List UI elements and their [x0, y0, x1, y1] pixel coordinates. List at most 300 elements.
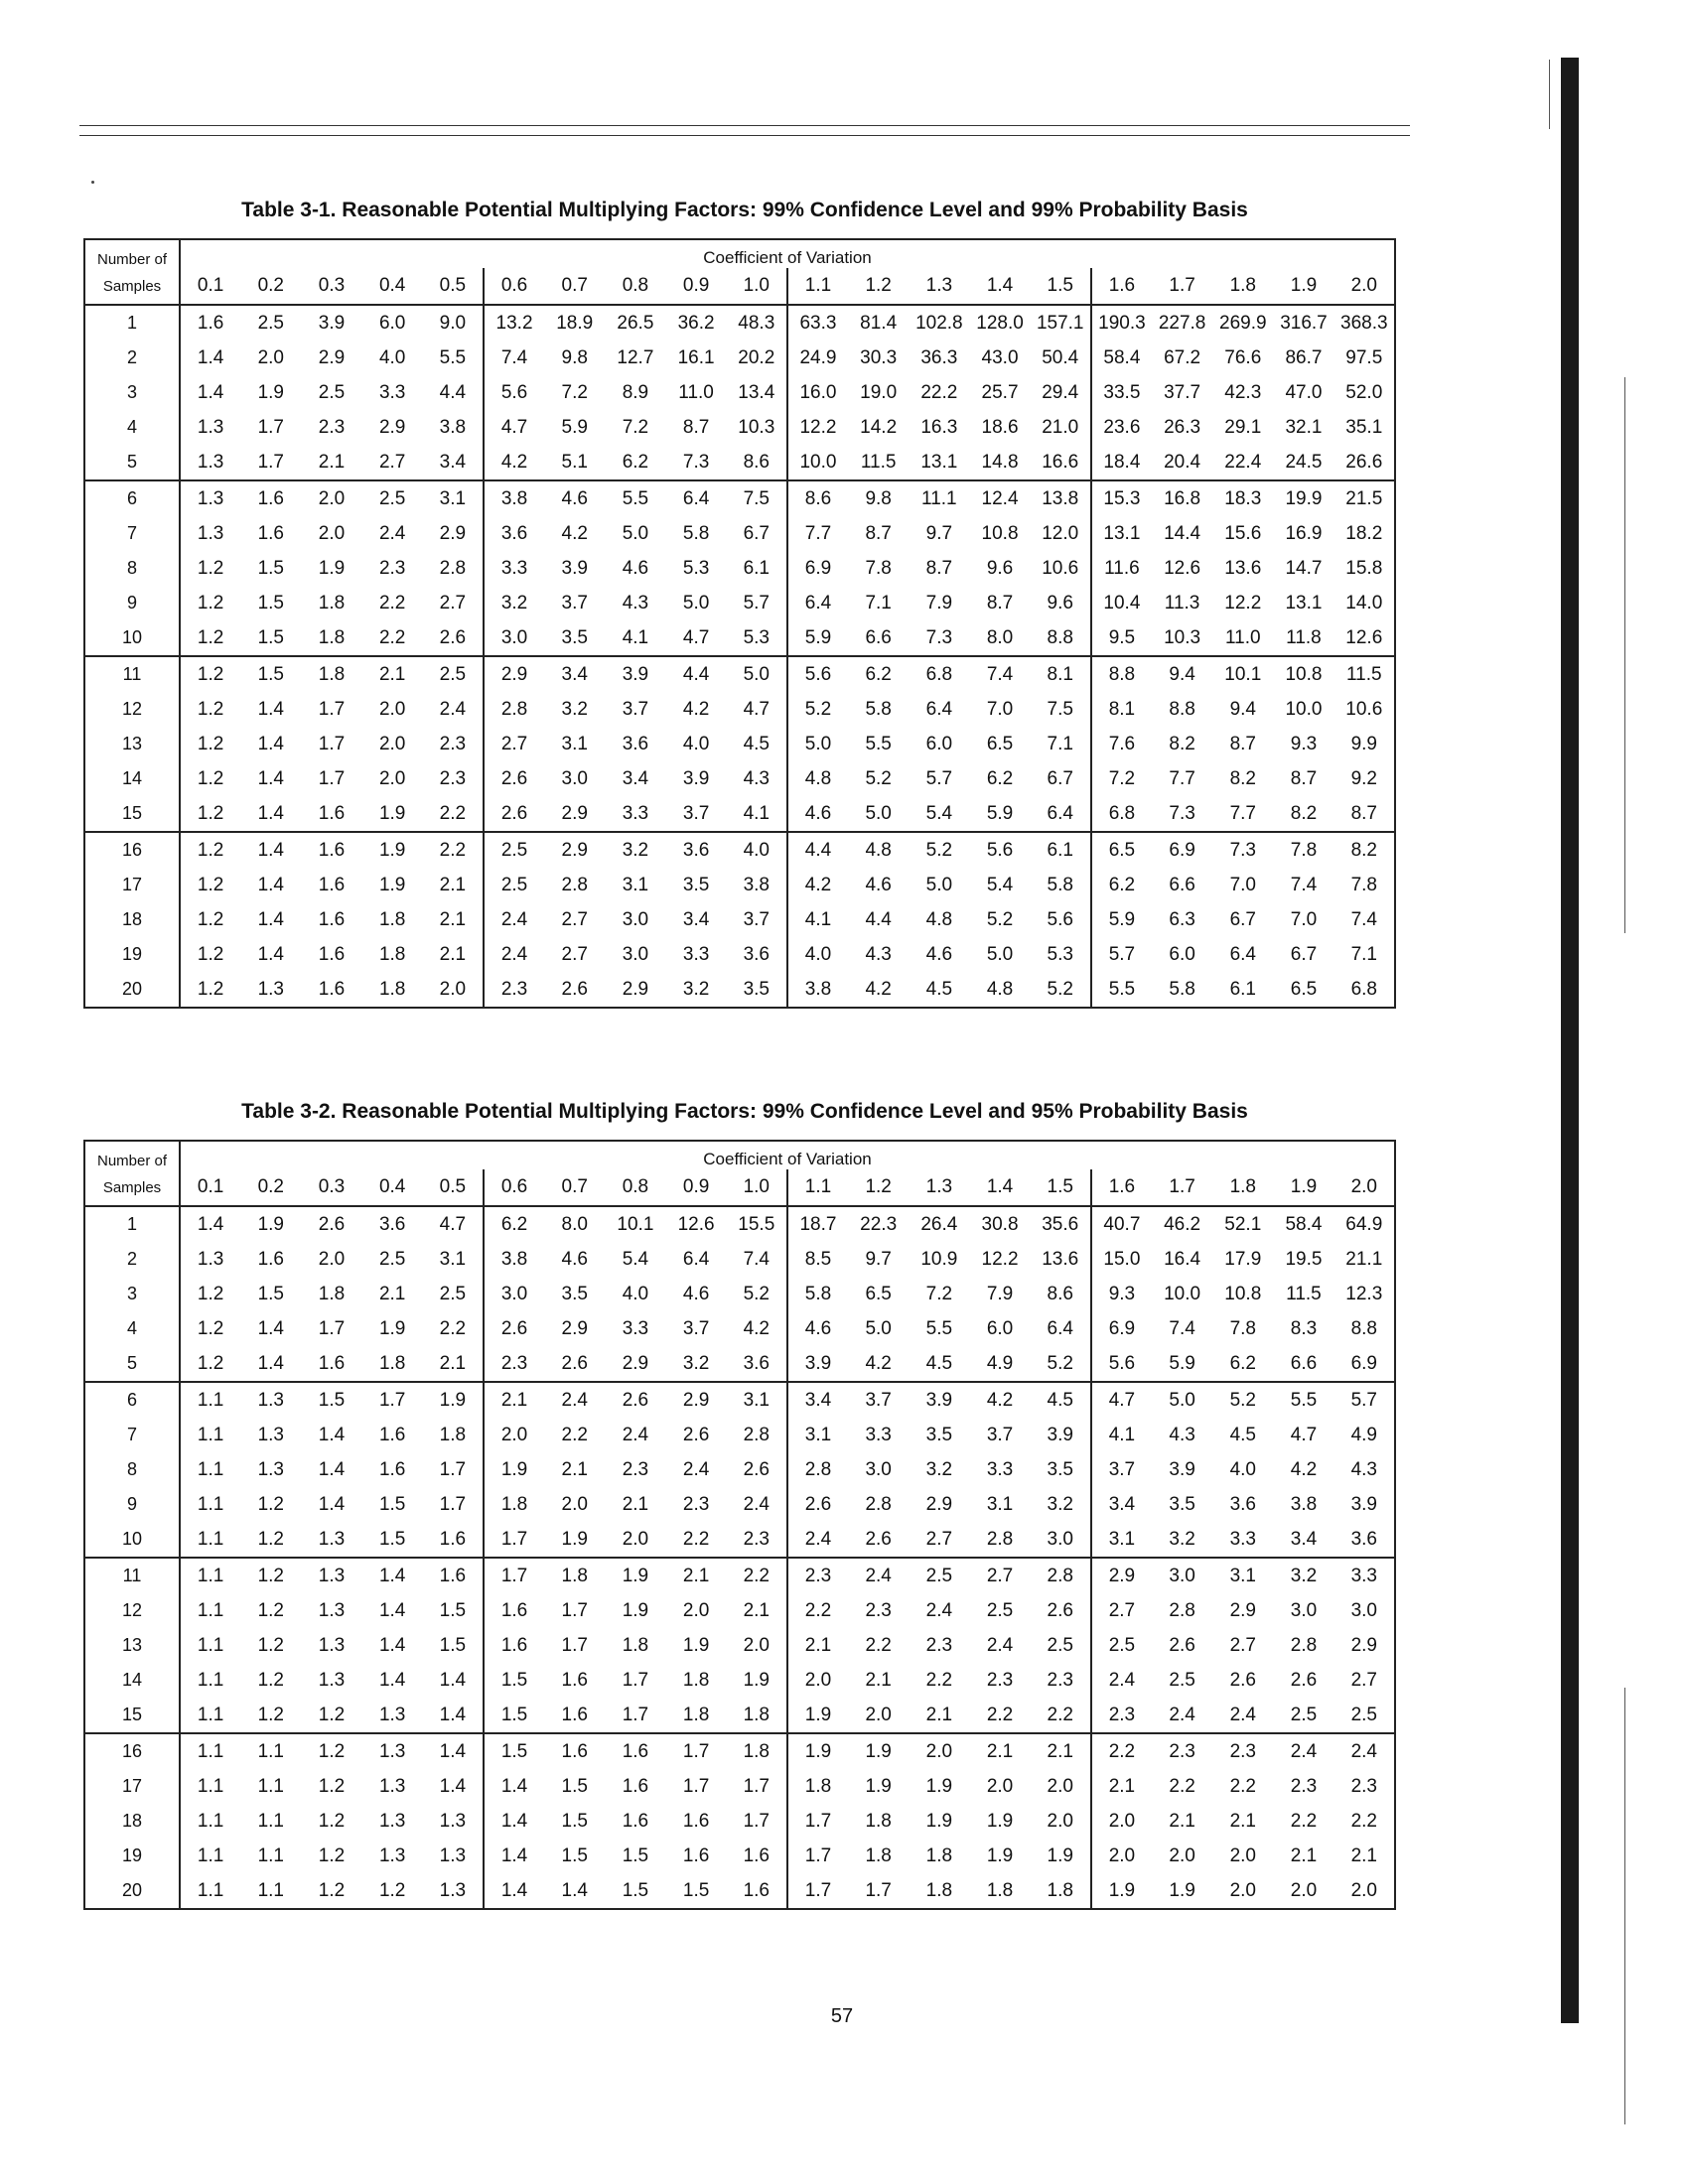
factor-cell: 4.2 [682, 698, 710, 720]
column-header: 1.5 [1031, 268, 1091, 305]
factor-cell: 5.2 [925, 839, 953, 861]
factor-cell: 1.7 [423, 1487, 484, 1522]
factor-cell: 1.9 [925, 1810, 953, 1832]
factor-cell: 2.7 [423, 586, 484, 620]
factor-cell: 2.6 [848, 1522, 909, 1558]
factor-cell: 6.2 [986, 767, 1014, 789]
sample-count-cell: 13 [84, 1628, 180, 1663]
factor-cell: 1.7 [484, 1522, 544, 1558]
factor-cell: 10.3 [1152, 620, 1212, 656]
table-row [84, 692, 1395, 727]
factor-cell: 2.4 [1108, 1669, 1136, 1691]
factor-cell: 8.8 [1350, 1317, 1377, 1339]
factor-cell: 1.7 [318, 767, 346, 789]
column-header: 1.6 [1091, 1169, 1152, 1206]
factor-cell: 9.2 [1350, 767, 1377, 789]
sample-count-cell: 8 [84, 551, 180, 586]
factor-cell: 12.6 [1164, 557, 1201, 579]
factor-cell: 11.6 [1104, 557, 1140, 579]
factor-cell: 8.9 [622, 381, 649, 403]
factor-cell: 1.2 [240, 1522, 301, 1558]
factor-cell: 1.6 [378, 1458, 406, 1480]
column-header: 1.1 [787, 1169, 848, 1206]
column-header: 0.3 [301, 1169, 361, 1206]
factor-cell: 1.6 [727, 1839, 787, 1873]
factor-cell: 2.1 [1229, 1810, 1256, 1832]
factor-cell: 1.4 [197, 346, 224, 368]
factor-cell: 5.9 [1108, 908, 1136, 930]
factor-cell: 12.7 [617, 346, 654, 368]
factor-cell: 3.4 [804, 1389, 832, 1411]
factor-cell: 48.3 [727, 305, 787, 341]
factor-cell: 1.7 [804, 1844, 832, 1866]
factor-cell: 3.2 [666, 1346, 727, 1382]
sample-count-cell: 7 [84, 516, 180, 551]
factor-cell: 1.5 [257, 1283, 284, 1304]
factor-cell: 1.3 [378, 1775, 406, 1797]
factor-cell: 1.8 [1031, 1873, 1091, 1909]
factor-cell: 2.0 [561, 1493, 588, 1515]
factor-cell: 2.5 [423, 656, 484, 692]
factor-cell: 2.9 [500, 663, 528, 685]
factor-cell: 1.6 [318, 978, 346, 1000]
factor-cell: 2.3 [423, 761, 484, 796]
table-row [84, 1698, 1395, 1733]
factor-cell: 3.6 [1229, 1493, 1256, 1515]
factor-cell: 6.9 [1108, 1317, 1136, 1339]
table-row [84, 1487, 1395, 1522]
factor-cell: 2.9 [544, 796, 605, 832]
factor-cell: 4.0 [682, 733, 710, 754]
factor-cell: 2.2 [1031, 1698, 1091, 1733]
row-header-top: Number of [84, 239, 180, 268]
column-header: 0.1 [180, 268, 240, 305]
column-header: 0.5 [423, 1169, 484, 1206]
factor-cell: 4.4 [423, 375, 484, 410]
factor-cell: 5.0 [986, 943, 1014, 965]
factor-cell: 4.7 [500, 416, 528, 438]
factor-cell: 2.0 [1031, 1804, 1091, 1839]
factor-cell: 43.0 [981, 346, 1019, 368]
factor-cell: 4.0 [1229, 1458, 1256, 1480]
factor-cell: 76.6 [1224, 346, 1262, 368]
factor-cell: 1.9 [986, 1810, 1014, 1832]
factor-cell: 12.6 [1334, 620, 1395, 656]
table-row [84, 868, 1395, 902]
factor-cell: 1.1 [197, 1740, 224, 1762]
table-1 [83, 238, 1396, 1009]
factor-cell: 2.8 [561, 874, 588, 895]
factor-cell: 5.9 [1152, 1346, 1212, 1382]
factor-cell: 1.1 [197, 1634, 224, 1656]
table-row [84, 1418, 1395, 1452]
factor-cell: 9.7 [925, 522, 953, 544]
sample-count-cell: 8 [84, 1452, 180, 1487]
factor-cell: 1.9 [622, 1565, 649, 1586]
factor-cell: 6.5 [865, 1283, 892, 1304]
factor-cell: 1.6 [257, 522, 284, 544]
factor-cell: 3.9 [682, 767, 710, 789]
factor-cell: 1.2 [197, 698, 224, 720]
factor-cell: 8.6 [727, 445, 787, 480]
factor-cell: 2.4 [986, 1634, 1014, 1656]
factor-cell: 2.3 [1031, 1663, 1091, 1698]
factor-cell: 3.3 [605, 796, 665, 832]
factor-cell: 24.9 [799, 346, 837, 368]
factor-cell: 35.6 [1031, 1206, 1091, 1242]
column-header: 0.9 [666, 268, 727, 305]
factor-cell: 3.6 [682, 839, 710, 861]
factor-cell: 1.5 [257, 557, 284, 579]
factor-cell: 3.7 [682, 1317, 710, 1339]
factor-cell: 14.4 [1164, 522, 1201, 544]
factor-cell: 1.7 [318, 733, 346, 754]
factor-cell: 3.0 [622, 908, 649, 930]
factor-cell: 2.1 [804, 1634, 832, 1656]
factor-cell: 4.6 [865, 874, 892, 895]
top-rule-1 [79, 125, 1410, 126]
sample-count-cell: 11 [84, 1558, 180, 1593]
factor-cell: 6.5 [1290, 978, 1318, 1000]
factor-cell: 4.0 [622, 1283, 649, 1304]
factor-cell: 3.6 [1334, 1522, 1395, 1558]
factor-cell: 5.5 [622, 487, 649, 509]
factor-cell: 3.4 [682, 908, 710, 930]
factor-cell: 13.1 [1103, 522, 1141, 544]
factor-cell: 1.1 [180, 1698, 240, 1733]
factor-cell: 2.6 [1229, 1669, 1256, 1691]
factor-cell: 2.1 [682, 1565, 710, 1586]
factor-cell: 8.7 [925, 557, 953, 579]
factor-cell: 25.7 [981, 381, 1019, 403]
factor-cell: 5.5 [925, 1317, 953, 1339]
scan-edge-line [1549, 60, 1550, 129]
factor-cell: 1.9 [378, 839, 406, 861]
factor-cell: 1.8 [318, 663, 346, 685]
factor-cell: 2.5 [257, 312, 284, 334]
factor-cell: 2.7 [500, 733, 528, 754]
factor-cell: 8.6 [804, 487, 832, 509]
factor-cell: 58.4 [1103, 346, 1141, 368]
factor-cell: 10.0 [787, 445, 848, 480]
factor-cell: 5.5 [1108, 978, 1136, 1000]
factor-cell: 1.3 [257, 978, 284, 1000]
factor-cell: 1.1 [197, 1775, 224, 1797]
factor-cell: 1.4 [257, 874, 284, 895]
column-header: 0.8 [605, 1169, 665, 1206]
factor-cell: 1.3 [423, 1804, 484, 1839]
factor-cell: 9.4 [1229, 698, 1256, 720]
factor-cell: 19.5 [1285, 1248, 1323, 1270]
header-row-columns [84, 1169, 1395, 1206]
column-header: 0.5 [423, 268, 484, 305]
top-rule-2 [79, 135, 1410, 136]
factor-cell: 58.4 [1285, 1213, 1323, 1235]
factor-cell: 2.0 [605, 1522, 665, 1558]
factor-cell: 1.6 [727, 1873, 787, 1909]
factor-cell: 7.4 [1290, 874, 1318, 895]
factor-cell: 3.1 [727, 1382, 787, 1418]
factor-cell: 8.7 [986, 592, 1014, 614]
table-row [84, 1452, 1395, 1487]
factor-cell: 2.5 [925, 1565, 953, 1586]
factor-cell: 37.7 [1164, 381, 1201, 403]
factor-cell: 3.9 [622, 663, 649, 685]
factor-cell: 3.7 [865, 1389, 892, 1411]
factor-cell: 4.3 [865, 943, 892, 965]
factor-cell: 1.2 [180, 1346, 240, 1382]
factor-cell: 4.4 [804, 839, 832, 861]
factor-cell: 1.3 [257, 1458, 284, 1480]
factor-cell: 3.0 [1350, 1599, 1377, 1621]
factor-cell: 10.1 [617, 1213, 654, 1235]
factor-cell: 4.3 [622, 592, 649, 614]
factor-cell: 5.4 [986, 874, 1014, 895]
column-header: 0.1 [180, 1169, 240, 1206]
sample-count-cell: 20 [84, 972, 180, 1008]
factor-cell: 13.6 [1224, 557, 1262, 579]
factor-cell: 2.0 [500, 1424, 528, 1445]
factor-cell: 13.4 [727, 375, 787, 410]
factor-cell: 18.9 [556, 312, 594, 334]
sample-count-cell: 14 [84, 761, 180, 796]
factor-cell: 2.1 [909, 1698, 969, 1733]
column-header: 0.2 [240, 1169, 301, 1206]
factor-cell: 22.2 [920, 381, 958, 403]
factor-cell: 5.6 [1091, 1346, 1152, 1382]
factor-cell: 1.9 [925, 1775, 953, 1797]
factor-cell: 3.2 [622, 839, 649, 861]
factor-cell: 5.2 [1229, 1389, 1256, 1411]
factor-cell: 1.1 [197, 1810, 224, 1832]
table-2-container [83, 1140, 1396, 1910]
column-header: 1.3 [909, 268, 969, 305]
factor-cell: 19.0 [860, 381, 898, 403]
factor-cell: 15.6 [1224, 522, 1262, 544]
factor-cell: 10.1 [1224, 663, 1262, 685]
factor-cell: 1.4 [561, 1879, 588, 1901]
factor-cell: 2.7 [561, 943, 588, 965]
factor-cell: 3.7 [986, 1424, 1014, 1445]
row-header-bottom: Samples [84, 268, 180, 305]
factor-cell: 1.7 [318, 1317, 346, 1339]
factor-cell: 4.3 [727, 761, 787, 796]
factor-cell: 4.7 [1108, 1389, 1136, 1411]
factor-cell: 1.7 [423, 1452, 484, 1487]
factor-cell: 35.1 [1345, 416, 1383, 438]
factor-cell: 2.1 [500, 1389, 528, 1411]
factor-cell: 13.8 [1031, 480, 1091, 516]
factor-cell: 29.1 [1224, 416, 1262, 438]
factor-cell: 8.1 [1031, 656, 1091, 692]
factor-cell: 5.8 [682, 522, 710, 544]
factor-cell: 2.2 [1350, 1810, 1377, 1832]
factor-cell: 2.5 [318, 381, 346, 403]
factor-cell: 2.3 [986, 1669, 1014, 1691]
column-header: 1.5 [1031, 1169, 1091, 1206]
factor-cell: 1.2 [197, 767, 224, 789]
factor-cell: 1.8 [727, 1733, 787, 1769]
factor-cell: 7.9 [925, 592, 953, 614]
factor-cell: 102.8 [915, 312, 963, 334]
sample-count-cell: 5 [84, 445, 180, 480]
factor-cell: 1.2 [180, 620, 240, 656]
factor-cell: 2.0 [925, 1740, 953, 1762]
factor-cell: 1.8 [500, 1493, 528, 1515]
factor-cell: 1.4 [257, 839, 284, 861]
factor-cell: 1.2 [257, 1493, 284, 1515]
factor-cell: 2.1 [423, 868, 484, 902]
factor-cell: 2.5 [423, 1277, 484, 1311]
factor-cell: 1.3 [423, 1873, 484, 1909]
sample-count-cell: 10 [84, 620, 180, 656]
factor-cell: 3.7 [1108, 1458, 1136, 1480]
factor-cell: 2.0 [1031, 1769, 1091, 1804]
factor-cell: 12.0 [1031, 516, 1091, 551]
factor-cell: 3.3 [865, 1424, 892, 1445]
factor-cell: 16.8 [1164, 487, 1201, 509]
factor-cell: 3.1 [804, 1424, 832, 1445]
sample-count-cell: 15 [84, 796, 180, 832]
factor-cell: 1.6 [423, 1522, 484, 1558]
factor-cell: 4.6 [925, 943, 953, 965]
table-row [84, 1522, 1395, 1558]
factor-cell: 3.2 [1290, 1565, 1318, 1586]
factor-cell: 5.7 [925, 767, 953, 789]
factor-cell: 2.3 [804, 1565, 832, 1586]
header-row-columns [84, 268, 1395, 305]
factor-cell: 11.5 [848, 445, 909, 480]
column-header: 0.2 [240, 268, 301, 305]
factor-cell: 13.2 [495, 312, 533, 334]
factor-cell: 2.1 [378, 1283, 406, 1304]
factor-cell: 2.0 [378, 698, 406, 720]
factor-cell: 2.9 [925, 1493, 953, 1515]
factor-cell: 97.5 [1345, 346, 1383, 368]
factor-cell: 1.4 [318, 1424, 346, 1445]
factor-cell: 6.7 [727, 516, 787, 551]
factor-cell: 1.5 [423, 1593, 484, 1628]
factor-cell: 2.7 [561, 908, 588, 930]
factor-cell: 6.1 [727, 551, 787, 586]
factor-cell: 3.1 [1091, 1522, 1152, 1558]
factor-cell: 1.2 [257, 1599, 284, 1621]
factor-cell: 3.8 [423, 410, 484, 445]
factor-cell: 3.0 [1290, 1599, 1318, 1621]
factor-cell: 1.9 [257, 1213, 284, 1235]
factor-cell: 20.2 [727, 341, 787, 375]
factor-cell: 1.4 [500, 1810, 528, 1832]
factor-cell: 3.8 [804, 978, 832, 1000]
factor-cell: 4.4 [865, 908, 892, 930]
factor-cell: 24.5 [1273, 445, 1333, 480]
factor-cell: 2.3 [1229, 1740, 1256, 1762]
factor-cell: 2.5 [500, 839, 528, 861]
factor-cell: 1.1 [197, 1565, 224, 1586]
factor-cell: 2.7 [362, 445, 423, 480]
factor-cell: 2.8 [865, 1493, 892, 1515]
table-1-container [83, 238, 1396, 1009]
factor-cell: 2.0 [378, 733, 406, 754]
factor-cell: 1.5 [378, 1493, 406, 1515]
sample-count-cell: 19 [84, 1839, 180, 1873]
factor-cell: 3.9 [925, 1389, 953, 1411]
factor-cell: 3.0 [1169, 1565, 1195, 1586]
factor-cell: 1.3 [318, 1599, 346, 1621]
factor-cell: 2.3 [727, 1522, 787, 1558]
sample-count-cell: 9 [84, 586, 180, 620]
factor-cell: 14.7 [1285, 557, 1323, 579]
factor-cell: 2.5 [500, 874, 528, 895]
factor-cell: 1.7 [727, 1769, 787, 1804]
factor-cell: 1.1 [257, 1844, 284, 1866]
factor-cell: 5.8 [865, 698, 892, 720]
factor-cell: 2.8 [727, 1418, 787, 1452]
factor-cell: 1.9 [500, 1458, 528, 1480]
factor-cell: 4.5 [925, 978, 953, 1000]
column-header: 1.3 [909, 1169, 969, 1206]
factor-cell: 3.2 [561, 698, 588, 720]
sample-count-cell: 17 [84, 1769, 180, 1804]
factor-cell: 3.4 [561, 663, 588, 685]
factor-cell: 9.6 [1031, 586, 1091, 620]
factor-cell: 1.6 [622, 1740, 649, 1762]
factor-cell: 1.2 [318, 1775, 346, 1797]
factor-cell: 1.2 [378, 1879, 406, 1901]
factor-cell: 3.3 [682, 943, 710, 965]
factor-cell: 2.8 [500, 698, 528, 720]
table-row [84, 972, 1395, 1008]
factor-cell: 8.6 [1031, 1277, 1091, 1311]
factor-cell: 2.3 [423, 727, 484, 761]
factor-cell: 4.2 [804, 874, 832, 895]
factor-cell: 6.6 [848, 620, 909, 656]
factor-cell: 1.9 [682, 1634, 710, 1656]
scan-edge-line [1624, 1688, 1625, 2124]
column-header: 0.6 [484, 268, 544, 305]
factor-cell: 1.4 [257, 698, 284, 720]
factor-cell: 1.1 [197, 1879, 224, 1901]
factor-cell: 6.7 [1229, 908, 1256, 930]
factor-cell: 2.2 [1290, 1810, 1318, 1832]
factor-cell: 8.5 [804, 1248, 832, 1270]
factor-cell: 2.5 [378, 1248, 406, 1270]
factor-cell: 3.3 [1212, 1522, 1273, 1558]
factor-cell: 3.2 [1152, 1522, 1212, 1558]
factor-cell: 11.8 [1273, 620, 1333, 656]
factor-cell: 1.4 [423, 1769, 484, 1804]
factor-cell: 15.5 [727, 1206, 787, 1242]
factor-cell: 1.5 [561, 1775, 588, 1797]
table-row [84, 1733, 1395, 1769]
factor-cell: 5.0 [1169, 1389, 1195, 1411]
factor-cell: 8.8 [1031, 620, 1091, 656]
sample-count-cell: 18 [84, 1804, 180, 1839]
factor-cell: 2.3 [622, 1458, 649, 1480]
factor-cell: 7.0 [1290, 908, 1318, 930]
sample-count-cell: 16 [84, 832, 180, 868]
factor-cell: 1.9 [865, 1775, 892, 1797]
sample-count-cell: 19 [84, 937, 180, 972]
factor-cell: 2.1 [622, 1493, 649, 1515]
factor-cell: 1.9 [423, 1382, 484, 1418]
factor-cell: 10.9 [920, 1248, 958, 1270]
factor-cell: 7.3 [1152, 796, 1212, 832]
factor-cell: 2.2 [1229, 1775, 1256, 1797]
factor-cell: 1.9 [378, 1317, 406, 1339]
factor-cell: 3.3 [986, 1458, 1014, 1480]
sample-count-cell: 11 [84, 656, 180, 692]
